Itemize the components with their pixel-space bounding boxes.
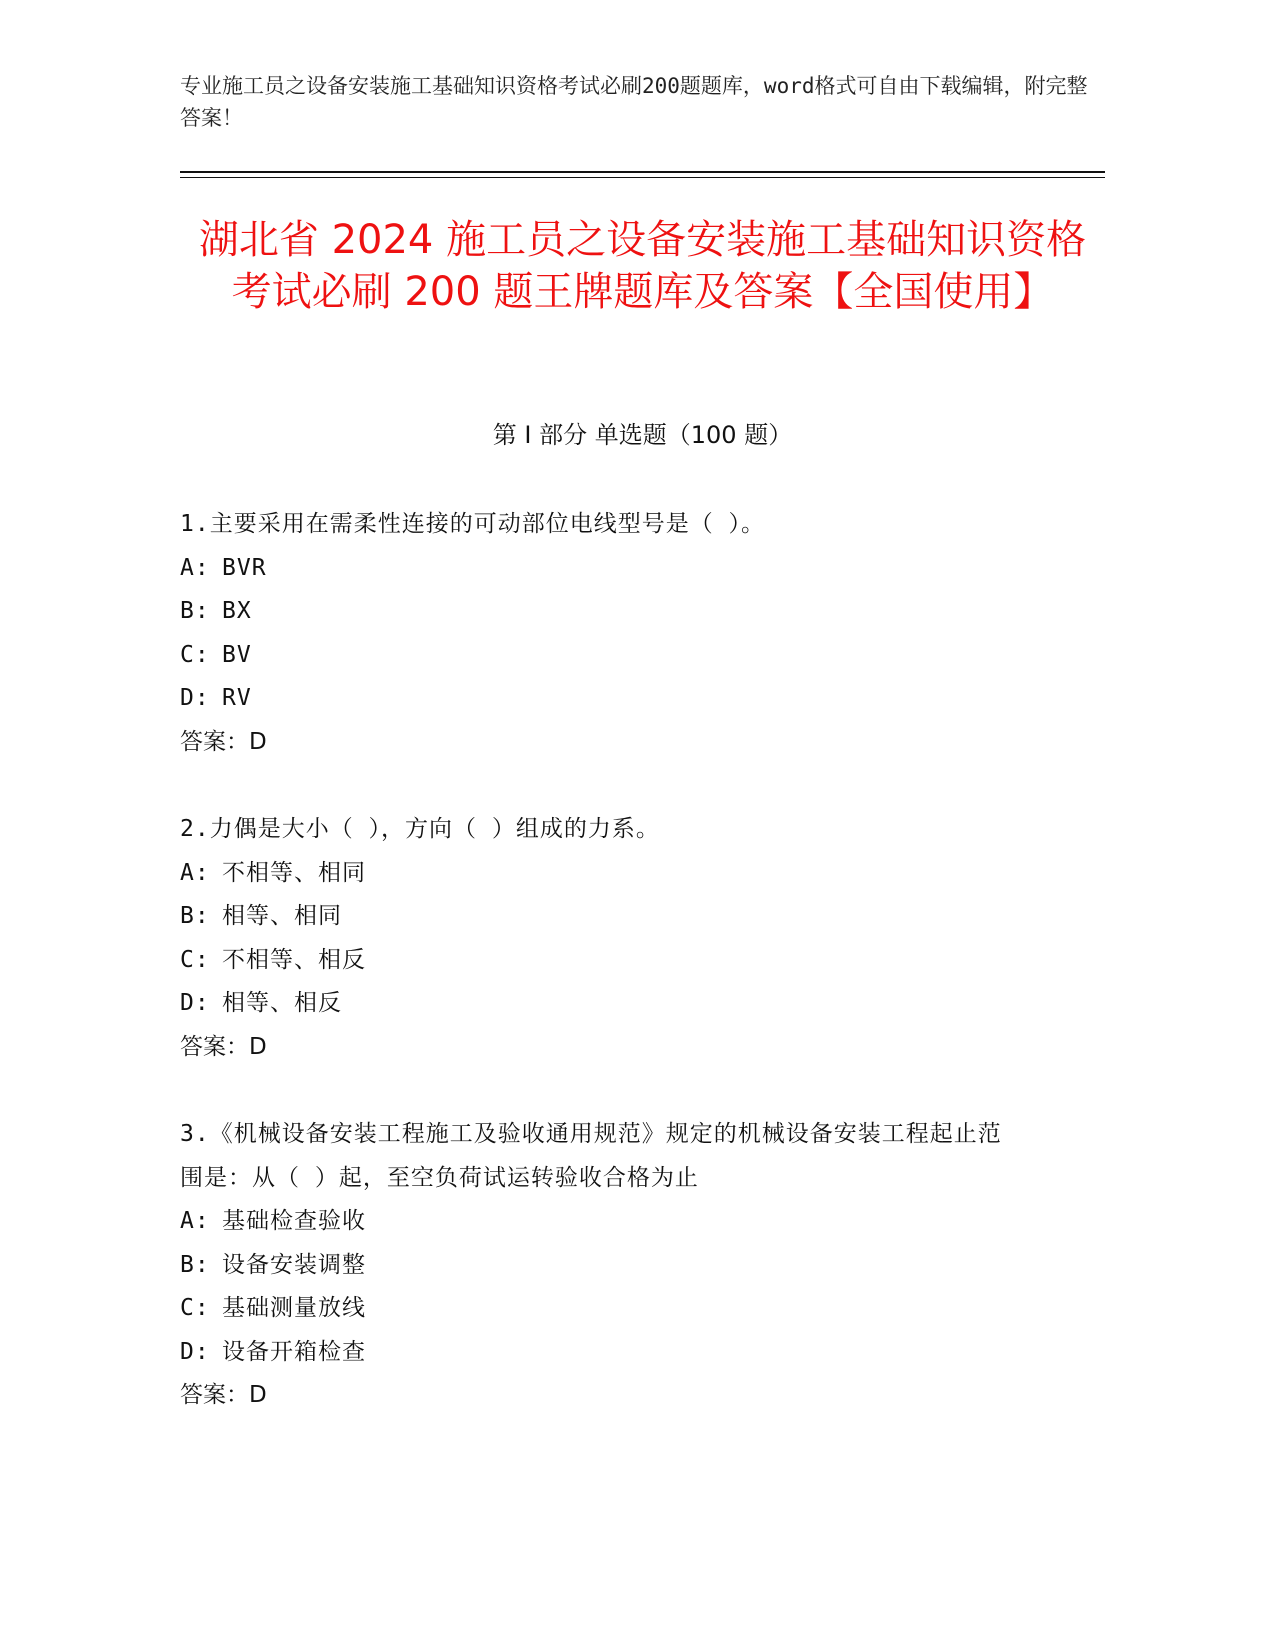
option-text: 设备开箱检查 [222,1338,366,1365]
header-note: 专业施工员之设备安装施工基础知识资格考试必刷200题题库，word格式可自由下载编辑，附完整答案！ [180,74,1088,130]
option-label: C: [180,946,210,973]
option-text: BX [222,598,252,624]
option-text: 相等、相同 [222,903,342,929]
answer-text: 答案：D [180,728,267,755]
option-text: BVR [222,554,267,581]
option-b [180,895,1040,939]
option-text: 基础测量放线 [222,1295,366,1321]
option-text: 不相等、相反 [222,946,366,973]
section-heading: 第 I 部分 单选题（100 题） [492,421,793,449]
option-d [180,982,1040,1026]
option-d [180,677,1040,721]
question-stem: 3.《机械设备安装工程施工及验收通用规范》规定的机械设备安装工程起止范围是：从（ ）起，至空负荷试运转验收合格为止 [180,1121,1002,1191]
question-stem: 2.力偶是大小（ ），方向（ ）组成的力系。 [180,816,660,842]
option-b [180,1244,1020,1288]
option-text: RV [222,685,252,711]
option-text: 设备安装调整 [222,1251,366,1278]
option-label: D: [180,1338,210,1365]
option-label: D: [180,990,210,1016]
option-label: B: [180,598,210,624]
option-text: BV [222,641,252,668]
answer-text: 答案：D [180,1033,267,1060]
option-label: B: [180,903,210,929]
header-rule-thin [180,177,1105,178]
option-b [180,590,1040,634]
option-text: 不相等、相同 [222,859,366,886]
option-label: A: [180,1208,210,1234]
option-text: 相等、相反 [222,990,342,1016]
question-2 [180,808,1040,1069]
option-label: B: [180,1251,210,1278]
option-label: D: [180,685,210,711]
option-a [180,547,1040,591]
option-text: 基础检查验收 [222,1208,366,1234]
option-c [180,939,1040,983]
option-c [180,1287,1020,1331]
header-rule-thick [180,171,1105,173]
question-3 [180,1113,1020,1418]
question-stem: 1.主要采用在需柔性连接的可动部位电线型号是（ ）。 [180,511,766,537]
option-label: C: [180,641,210,668]
answer-text: 答案：D [180,1382,267,1408]
option-a [180,1200,1020,1244]
option-c [180,634,1040,678]
question-1 [180,503,1040,764]
document-title: 湖北省 2024 施工员之设备安装施工基础知识资格考试必刷 200 题王牌题库及答案【全国使用】 [198,217,1087,315]
option-label: A: [180,554,210,581]
option-label: A: [180,859,210,886]
option-d [180,1331,1020,1375]
option-a [180,852,1040,896]
option-label: C: [180,1295,210,1321]
